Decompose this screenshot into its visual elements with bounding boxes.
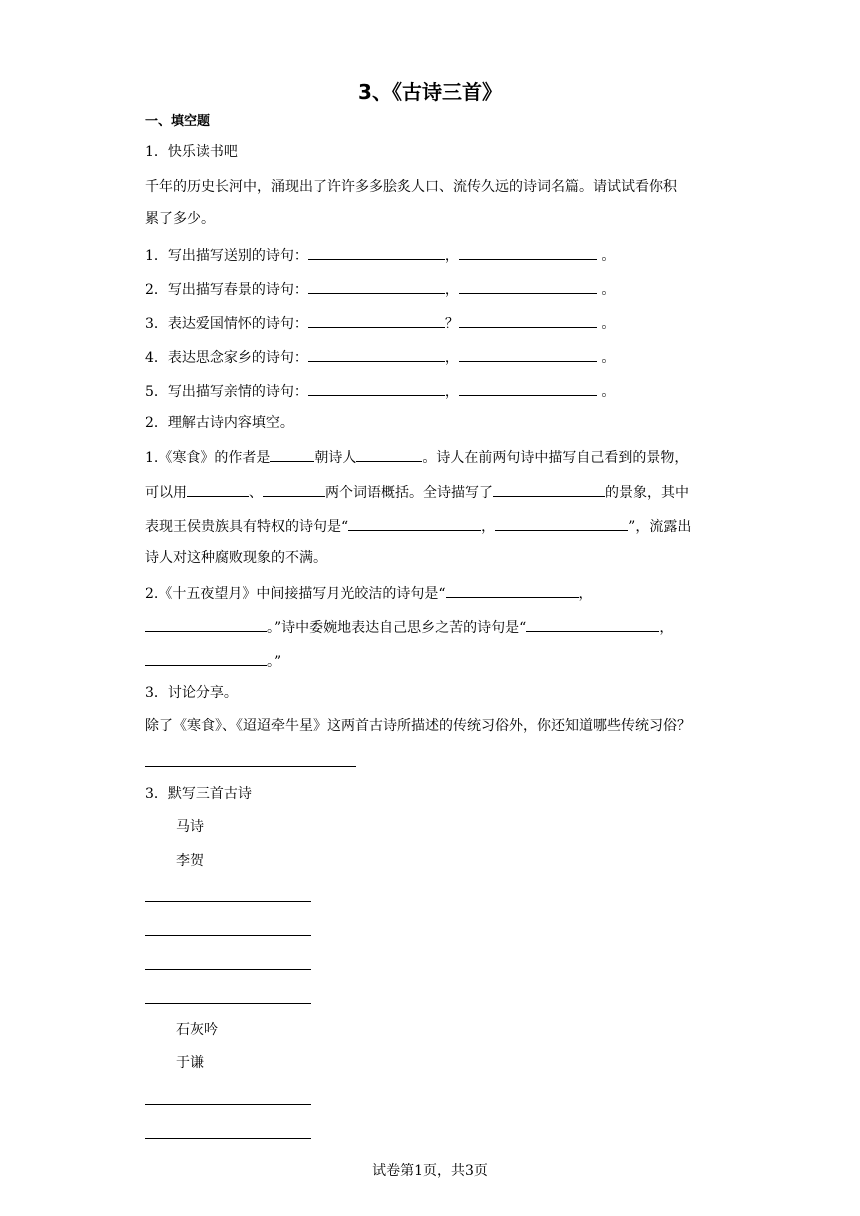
q1-item-5 xyxy=(145,380,615,402)
q2-text: 、 xyxy=(249,485,263,501)
answer-blank[interactable] xyxy=(145,616,267,632)
answer-blank[interactable] xyxy=(459,346,597,362)
answer-blank[interactable] xyxy=(459,380,597,396)
answer-blank[interactable] xyxy=(356,446,422,462)
q2-text: 。” xyxy=(267,654,282,670)
poem-1-title: 马诗 xyxy=(176,819,204,835)
q2-p3-heading: 3．讨论分享。 xyxy=(145,685,238,701)
q2-p1-line-1 xyxy=(145,446,688,468)
end-mark: 。 xyxy=(601,316,616,332)
separator: ， xyxy=(444,384,459,400)
q2-p1-line-2 xyxy=(145,481,689,503)
q1-heading: 1．快乐读书吧 xyxy=(145,144,238,160)
end-mark: 。 xyxy=(601,248,616,264)
separator: ， xyxy=(444,350,459,366)
answer-line[interactable] xyxy=(145,766,356,767)
answer-blank[interactable] xyxy=(263,481,325,497)
answer-blank[interactable] xyxy=(308,312,445,328)
q1-intro-line-1: 千年的历史长河中，涌现出了许许多多脍炙人口、流传久远的诗词名篇。请试试看你积 xyxy=(145,179,677,195)
page-title: 3、《古诗三首》 xyxy=(358,80,502,104)
answer-line[interactable] xyxy=(145,1003,311,1004)
q1-item-4 xyxy=(145,346,615,368)
end-mark: 。 xyxy=(601,282,616,298)
q2-p2-line-3 xyxy=(145,650,281,672)
poem-1-author: 李贺 xyxy=(176,853,204,869)
answer-blank[interactable] xyxy=(459,244,597,260)
q2-text: ， xyxy=(578,586,593,602)
q2-p2-line-1 xyxy=(145,582,593,604)
q1-item-label: 2．写出描写春景的诗句： xyxy=(145,282,308,298)
q2-text: ， xyxy=(659,620,674,636)
answer-blank[interactable] xyxy=(495,515,628,531)
answer-blank[interactable] xyxy=(493,481,605,497)
answer-line[interactable] xyxy=(145,901,311,902)
answer-blank[interactable] xyxy=(459,278,597,294)
separator: ？ xyxy=(444,316,459,332)
page-footer: 试卷第1页，共3页 xyxy=(372,1163,488,1179)
q2-text: 可以用 xyxy=(145,485,187,501)
poem-2-title: 石灰吟 xyxy=(176,1022,218,1038)
q1-item-label: 1．写出描写送别的诗句： xyxy=(145,248,308,264)
answer-blank[interactable] xyxy=(526,616,659,632)
q1-item-label: 5．写出描写亲情的诗句： xyxy=(145,384,308,400)
q2-text: 的景象，其中 xyxy=(605,485,689,501)
answer-blank[interactable] xyxy=(308,244,445,260)
q1-item-label: 3．表达爱国情怀的诗句： xyxy=(145,316,308,332)
answer-blank[interactable] xyxy=(308,278,445,294)
q2-text: 1.《寒食》的作者是 xyxy=(145,450,271,466)
answer-blank[interactable] xyxy=(446,582,579,598)
q2-p1-line-3 xyxy=(145,515,691,537)
q2-text: 2.《十五夜望月》中间接描写月光皎洁的诗句是“ xyxy=(145,586,446,602)
q2-p2-line-2 xyxy=(145,616,673,638)
q1-item-2 xyxy=(145,278,615,300)
q2-text: ， xyxy=(481,519,496,535)
answer-blank[interactable] xyxy=(308,380,445,396)
answer-line[interactable] xyxy=(145,935,311,936)
section-heading-fill-in: 一、填空题 xyxy=(145,114,211,129)
poem-2-author: 于谦 xyxy=(176,1055,204,1071)
answer-blank[interactable] xyxy=(308,346,445,362)
answer-blank[interactable] xyxy=(459,312,597,328)
answer-blank[interactable] xyxy=(348,515,481,531)
q1-item-3 xyxy=(145,312,615,334)
answer-blank[interactable] xyxy=(270,446,314,462)
q2-p3-text: 除了《寒食》、《迢迢牵牛星》这两首古诗所描述的传统习俗外，你还知道哪些传统习俗？ xyxy=(145,718,691,734)
q3-heading: 3．默写三首古诗 xyxy=(145,786,252,802)
q2-p1-line-4: 诗人对这种腐败现象的不满。 xyxy=(145,550,327,566)
end-mark: 。 xyxy=(601,350,616,366)
q1-intro-line-2: 累了多少。 xyxy=(145,211,215,227)
q1-item-label: 4．表达思念家乡的诗句： xyxy=(145,350,308,366)
q2-text: 。”诗中委婉地表达自己思乡之苦的诗句是“ xyxy=(267,620,527,636)
q2-text: ”，流露出 xyxy=(628,519,692,535)
separator: ， xyxy=(444,248,459,264)
answer-blank[interactable] xyxy=(145,650,267,666)
q2-text: 。诗人在前两句诗中描写自己看到的景物， xyxy=(422,450,689,466)
separator: ， xyxy=(444,282,459,298)
end-mark: 。 xyxy=(601,384,616,400)
q2-text: 朝诗人 xyxy=(314,450,357,466)
q2-text: 两个词语概括。全诗描写了 xyxy=(325,485,493,501)
q1-item-1 xyxy=(145,244,615,266)
q2-text: 表现王侯贵族具有特权的诗句是“ xyxy=(145,519,349,535)
answer-line[interactable] xyxy=(145,1138,311,1139)
answer-blank[interactable] xyxy=(187,481,249,497)
q2-heading: 2．理解古诗内容填空。 xyxy=(145,415,294,431)
answer-line[interactable] xyxy=(145,1104,311,1105)
answer-line[interactable] xyxy=(145,969,311,970)
